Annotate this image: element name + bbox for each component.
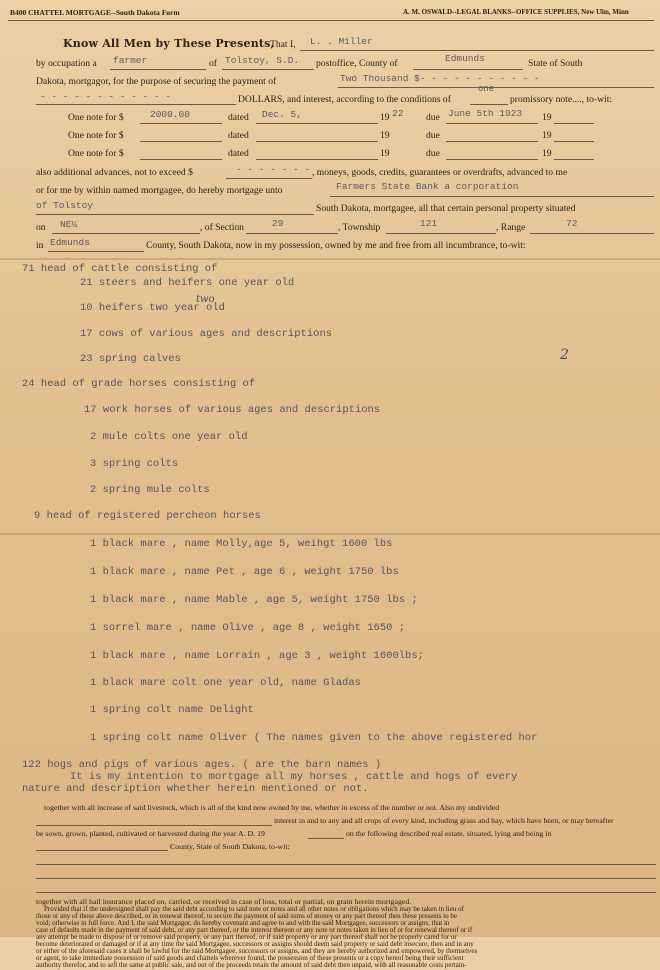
paper-fold [0,258,660,260]
note-end-line [554,141,594,142]
mortgagee-line [330,196,654,197]
mortgagee-cont-line [36,214,314,215]
list-item: 1 black mare , name Molly,age 5, weihgt 1600 lbs [90,538,393,550]
undivided-line [36,825,272,826]
list-item: 2 spring mule colts [90,484,210,496]
possession-text: County, South Dakota, now in my possession, owned by me and free from all incumbrance, to-wit: [146,240,526,251]
list-item: 1 sorrel mare , name Olive , age 8 , weight 1650 ; [90,622,406,634]
south-dakota-mortgagee: South Dakota, mortgagee, all that certain personal property situated [316,203,576,214]
amount-words: Two Thousand $- - - - - - - - - - - [340,73,540,84]
county2-value: Edmunds [50,237,90,248]
list-item: 24 head of grade horses consisting of [22,378,256,390]
margin-mark: 2 [560,347,569,363]
that-i-label: That I, [270,39,296,50]
list-item: It is my intention to mortgage all my horses , cattle and hogs of every [70,771,518,783]
postoffice-county-label: postoffice, County of [316,58,398,69]
note-end-year: 19 [542,148,552,159]
crops-year-clause: be sown, grown, planted, cultivated or harvested during the year A. D. 19 [36,829,265,838]
note-end-line [554,123,594,124]
list-item: 1 black mare , name Pet , age 6 , weight 1750 lbs [90,566,399,578]
note-dated-label: dated [228,112,249,123]
county-value: Edmunds [445,53,485,64]
fine-print-line: or agent, to take immediate possession of said goods and chattels wherever found, the possession of these presents or a copy hereof being their sufficient [36,954,464,962]
amount-words-line [338,87,654,88]
note-dated-label: dated [228,148,249,159]
note-label: One note for $ [68,148,124,159]
note-due-line [446,141,538,142]
list-item: 1 black mare , name Lorrain , age 3 , weight 1600lbs; [90,650,424,662]
advances-amount-line [226,178,312,179]
county2-line [48,251,144,252]
county-state-clause: County, State of South Dakota, to-wit: [170,842,290,851]
on-label: on [36,222,46,233]
list-item: 10 heifers two year old [80,302,225,314]
list-item: 2 mule colts one year old [90,431,248,443]
note-due-date: June 5th 1923 [448,108,523,119]
state-of-south-label: State of South [528,58,583,69]
list-item: 1 black mare colt one year old, name Gladas [90,677,361,689]
list-item: 9 head of registered percheon horses [34,510,261,522]
amount-dashes: - - - - - - - - - - - - [40,91,172,102]
advances-label: also additional advances, not to exceed $ [36,167,193,178]
publisher: A. M. OSWALD--LEGAL BLANKS--OFFICE SUPPLIES, New Ulm, Minn [403,8,629,16]
note-year-prefix: 19 [380,130,390,141]
dakota-line-label: Dakota, mortgagor, for the purpose of securing the payment of [36,76,277,87]
real-estate-county-line [36,850,168,851]
postoffice-town: Tolstoy, S.D. [225,55,300,66]
note-end-year: 19 [542,112,552,123]
note-end-year: 19 [542,130,552,141]
list-item: 1 black mare , name Mable , age 5, weight 1750 lbs ; [90,594,418,606]
list-item: 21 steers and heifers one year old [80,277,295,289]
crops-clause: interest in and to any and all crops of every kind, including grass and hay, which have been, or may hereafter [274,816,614,825]
occupation-value: farmer [113,55,148,66]
mortgagor-name: L. . Miller [310,36,373,47]
description-line [36,864,656,865]
note-label: One note for $ [68,112,124,123]
list-item: 17 cows of various ages and descriptions [80,328,333,340]
crops-year-line [308,838,344,839]
insurance-clause: together with all hail insurance placed on, carried, or received in case of loss, total or partial, on grain herein mortgaged. [36,897,412,906]
fine-print-line: Provided that if the undersigned shall pay the said debt according to said note or notes and all other notes or obligations which may be taken in lieu of [44,905,464,913]
note-date-line [256,123,378,124]
note-due-label: due [426,148,440,159]
note-date-line [256,159,378,160]
list-item: 3 spring colts [90,458,179,470]
description-line [36,878,656,879]
promissory-label: promissory note...., to-wit: [510,94,613,105]
note-count: one [478,84,495,94]
township-line [386,233,496,234]
fine-print-line: void; otherwise in full force. And I, the said Mortgagor, do hereby covenant and agree to and with the said Mortgagee, successors or assigns, that in [36,919,450,927]
dollars-text: DOLLARS, and interest, according to the conditions of [238,94,451,105]
quarter-line [52,233,200,234]
note-amount-line [140,159,222,160]
note-due-label: due [426,130,440,141]
note-due-label: due [426,112,440,123]
list-item: 23 spring calves [80,353,181,365]
fine-print-line: or either of the aforesaid cases it shall be lawful for the said Mortgagee, successors or assigns, and they are hereby authorized and empowered, by themselves [36,947,478,955]
range-value: 72 [566,218,578,229]
mortgagee-name: Farmers State Bank a corporation [336,181,519,192]
note-dated-label: dated [228,130,249,141]
occupation-line [110,69,206,70]
header-rule [8,20,654,21]
handwritten-two: two [196,294,215,305]
list-item: 1 spring colt name Oliver ( The names given to the above registered hor [90,732,538,744]
of-label: of [209,58,217,69]
mortgage-unto-label: or for me by within named mortgagee, do hereby mortgage unto [36,185,283,196]
advances-text: , moneys, goods, credits, guarantees or overdrafts, advanced to me [312,167,568,178]
document-title: Know All Men by These Presents, [63,37,275,50]
note-due-line [446,159,538,160]
note-date-line [256,141,378,142]
note-year: 22 [392,108,404,119]
note-amount-line [140,123,222,124]
list-item: 122 hogs and pigs of various ages. ( are the barn names ) [22,759,382,771]
note-count-line [470,104,508,105]
list-item: 17 work horses of various ages and descriptions [84,404,381,416]
fine-print-line: authority therefor, and to sell the same at public sale, and out of the proceeds retain the amount of said debt then unpaid, with all reasonable costs pertain- [36,961,467,969]
section-line [246,233,338,234]
mortgagor-name-line [300,50,654,51]
note-end-line [554,159,594,160]
advances-amount: - - - - - - - [236,164,311,175]
fine-print-line: those or any of those above described, or in renewal thereof, to secure the payment of said sums of money or any part thereof then these presents to be [36,912,458,920]
mortgagee-cont: of Tolstoy [36,200,94,211]
fine-print-line: any attempt be made to dispose of or remove said property, or any part thereof, or if said property or any part thereof shall not be properly cared for or [36,933,457,941]
list-item: 71 head of cattle consisting of [22,263,218,275]
range-line [530,233,654,234]
paper-fold [0,533,660,535]
note-year-prefix: 19 [380,112,390,123]
increase-clause: together with all increase of said livestock, which is all of the kind now owned by me, whether in excess of the number or not. Also my undivided [44,803,500,812]
fine-print-line: case of defaults made in the payment of said debt, or any part thereof, or the interest thereon or any note or notes taken in lieu of or for renewal thereof or if [36,926,473,934]
note-amount-line [140,141,222,142]
in-label: in [36,240,44,251]
note-due-line [446,123,538,124]
occupation-label: by occupation a [36,58,97,69]
county-line [413,69,523,70]
description-line [36,892,656,893]
township-label: , Township [338,222,381,233]
note-year-prefix: 19 [380,148,390,159]
note-label: One note for $ [68,130,124,141]
form-name: B400 CHATTEL MORTGAGE--South Dakota Form [10,8,180,17]
postoffice-line [222,69,314,70]
note-date: Dec. 5, [262,109,302,120]
real-estate-clause: on the following described real estate, situated, lying and being in [346,829,552,838]
note-amount: 2000.00 [150,109,190,120]
list-item: nature and description whether herein mentioned or not. [22,783,369,795]
section-label: , of Section [200,222,244,233]
fine-print-line: become deteriorated or damaged or if at any time the said Mortgagee, successors or assigns should deem said property or said debt insecure, then and in any [36,940,474,948]
dashes-line [36,104,236,105]
list-item: 1 spring colt name Delight [90,704,254,716]
quarter-value: NE¼ [60,219,78,230]
section-value: 29 [272,218,284,229]
township-value: 121 [420,218,438,229]
range-label: , Range [496,222,526,233]
